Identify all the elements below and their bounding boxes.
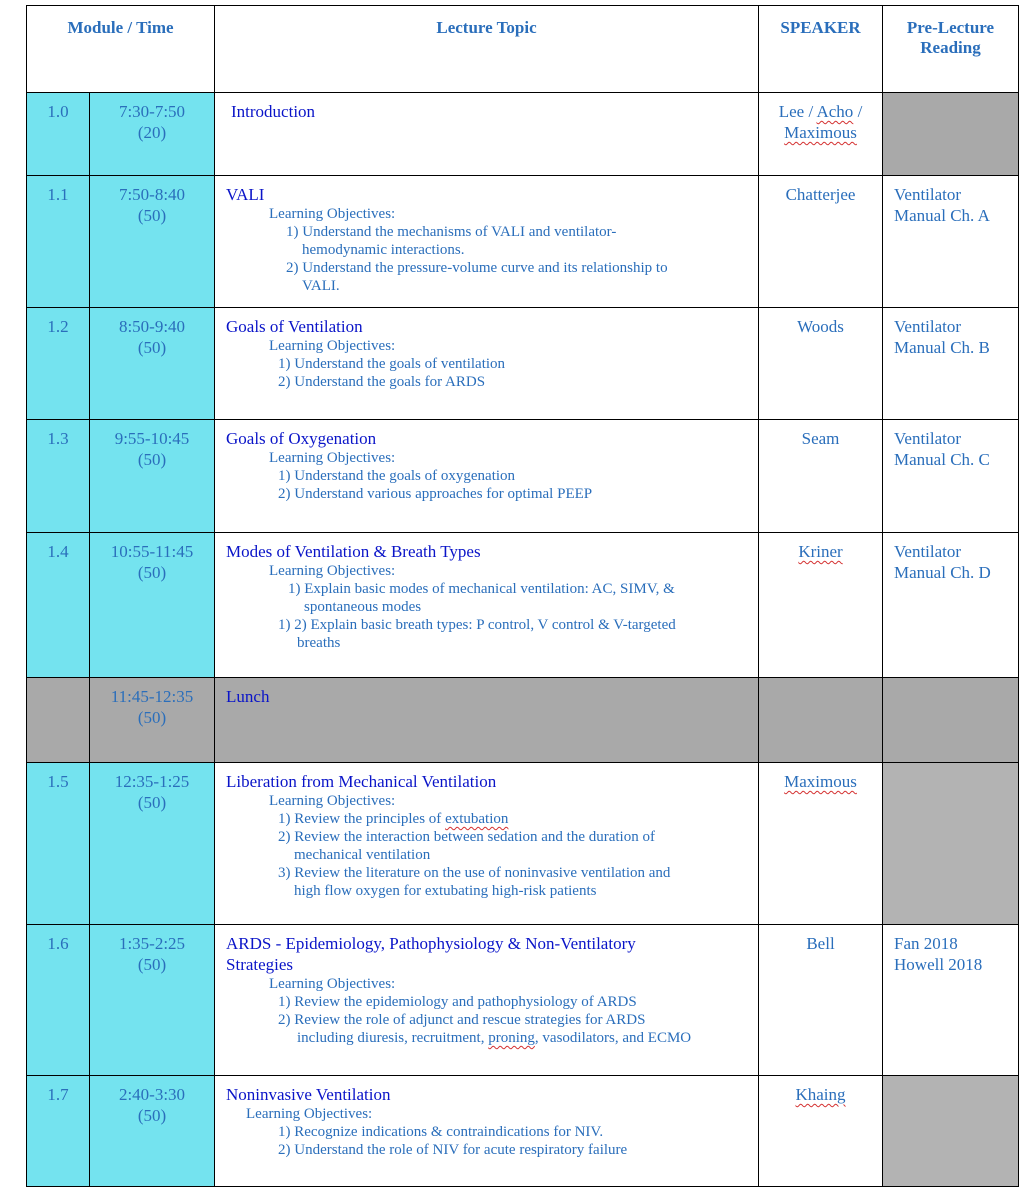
time-range: 8:50-9:40 [118,317,186,336]
header-row [27,6,1019,93]
header-module-time: Module / Time [27,6,215,93]
module-time [90,678,215,763]
table-row-lunch [27,678,1019,763]
table-row [27,763,1019,925]
topic-title: Goals of Oxygenation [226,429,377,448]
time-minutes: (50) [137,563,167,582]
table-row [27,533,1019,678]
pre-lecture-reading-empty [883,1076,1019,1187]
module-time [90,176,215,308]
time-minutes: (20) [137,123,167,142]
pre-lecture-reading-empty [883,763,1019,925]
topic-title: Noninvasive Ventilation [226,1085,391,1104]
module-time [90,93,215,176]
table-row [27,176,1019,308]
learning-objectives-label: Learning Objectives: [269,793,396,809]
time-minutes: (50) [137,793,167,812]
time-minutes: (50) [137,206,167,225]
lecture-schedule-table [26,5,1019,1187]
speaker-text: Kriner [798,542,843,561]
speaker: Seam [759,420,883,533]
lecture-topic [215,763,759,925]
lecture-topic [215,1076,759,1187]
objective-item: 1) Understand the mechanisms of VALI and ventilator- hemodynamic interactions. [286,224,617,258]
time-minutes: (50) [137,450,167,469]
topic-title: Modes of Ventilation & Breath Types [226,542,481,561]
module-number: 1.0 [27,93,90,176]
module-time [90,533,215,678]
objective-item: 2) Understand the pressure-volume curve and its relationship to VALI. [286,260,668,294]
lecture-topic [215,420,759,533]
module-time [90,1076,215,1187]
time-range: 1:35-2:25 [118,934,186,953]
module-number: 1.2 [27,308,90,420]
topic-title: Liberation from Mechanical Ventilation [226,772,497,791]
topic-title: Introduction [231,102,316,121]
objective-item: 2) Review the interaction between sedation and the duration of mechanical ventilation [278,829,655,863]
module-time [90,763,215,925]
module-number: 1.7 [27,1076,90,1187]
module-time [90,420,215,533]
objective-item: 1) Recognize indications & contraindications for NIV. [278,1124,604,1140]
speaker-text: Khaing [795,1085,846,1104]
learning-objectives-label: Learning Objectives: [269,563,396,579]
module-number: 1.1 [27,176,90,308]
topic-title: ARDS - Epidemiology, Pathophysiology & Non-Ventilatory Strategies [226,934,636,974]
topic-title: Goals of Ventilation [226,317,363,336]
speaker [759,763,883,925]
table-row [27,308,1019,420]
pre-lecture-reading: Fan 2018 Howell 2018 [883,925,1019,1076]
header-reading-line1: Pre-Lecture [906,18,995,37]
time-range: 7:30-7:50 [118,102,186,121]
time-minutes: (50) [137,955,167,974]
learning-objectives-label: Learning Objectives: [269,338,396,354]
speaker-text: / [853,102,863,121]
header-speaker: SPEAKER [759,6,883,93]
speaker: Woods [759,308,883,420]
objective-item: 1) Review the principles of extubation [278,811,509,827]
speaker: Chatterjee [759,176,883,308]
table-row [27,420,1019,533]
module-number-empty [27,678,90,763]
time-range: 9:55-10:45 [114,429,190,448]
pre-lecture-reading: Ventilator Manual Ch. D [883,533,1019,678]
time-minutes: (50) [137,1106,167,1125]
table-row [27,93,1019,176]
lecture-topic [215,176,759,308]
learning-objectives-label: Learning Objectives: [269,206,396,222]
pre-lecture-reading-empty [883,93,1019,176]
speaker [759,93,883,176]
objective-item: 1) Understand the goals of ventilation [278,356,506,372]
lecture-topic [215,678,759,763]
speaker-text: Maximous [784,123,857,142]
lecture-topic [215,925,759,1076]
learning-objectives-label: Learning Objectives: [246,1106,373,1122]
objective-item: 3) Review the literature on the use of noninvasive ventilation and high flow oxygen for extubating high-risk patients [278,865,671,899]
objective-item: 2) Understand the role of NIV for acute respiratory failure [278,1142,628,1158]
module-time [90,308,215,420]
header-pre-lecture-reading [883,6,1019,93]
time-range: 11:45-12:35 [110,687,194,706]
time-minutes: (50) [137,338,167,357]
topic-title: VALI [226,185,265,204]
speaker-text: Lee / [778,102,817,121]
pre-lecture-reading: Ventilator Manual Ch. A [883,176,1019,308]
lecture-topic [215,533,759,678]
lecture-topic [215,93,759,176]
lecture-topic [215,308,759,420]
speaker [759,1076,883,1187]
speaker-text: Acho [816,102,854,121]
speaker-empty [759,678,883,763]
module-number: 1.6 [27,925,90,1076]
time-range: 12:35-1:25 [114,772,190,791]
learning-objectives-label: Learning Objectives: [269,450,396,466]
pre-lecture-reading-empty [883,678,1019,763]
table-row [27,925,1019,1076]
objective-item: 2) Understand various approaches for optimal PEEP [278,486,593,502]
header-reading-line2: Reading [920,38,981,57]
speaker [759,533,883,678]
time-range: 2:40-3:30 [118,1085,186,1104]
module-number: 1.3 [27,420,90,533]
pre-lecture-reading: Ventilator Manual Ch. C [883,420,1019,533]
module-number: 1.4 [27,533,90,678]
objective-item: 1) Understand the goals of oxygenation [278,468,516,484]
header-lecture-topic: Lecture Topic [215,6,759,93]
time-range: 10:55-11:45 [110,542,194,561]
module-number: 1.5 [27,763,90,925]
table-row [27,1076,1019,1187]
topic-title: Lunch [226,687,270,706]
speaker-text: Maximous [784,772,857,791]
pre-lecture-reading: Ventilator Manual Ch. B [883,308,1019,420]
objective-item: 2) Understand the goals for ARDS [278,374,486,390]
learning-objectives-label: Learning Objectives: [269,976,396,992]
time-range: 7:50-8:40 [118,185,186,204]
module-time [90,925,215,1076]
speaker: Bell [759,925,883,1076]
objective-item: 1) 2) Explain basic breath types: P control, V control & V-targeted breaths [278,617,676,651]
objective-item: 1) Review the epidemiology and pathophysiology of ARDS [278,994,637,1010]
objective-item: 1) Explain basic modes of mechanical ventilation: AC, SIMV, & spontaneous modes [288,581,675,615]
time-minutes: (50) [137,708,167,727]
objective-item: 2) Review the role of adjunct and rescue strategies for ARDS including diuresis, recruitment, proning, vasodilators, and ECMO [278,1012,692,1046]
